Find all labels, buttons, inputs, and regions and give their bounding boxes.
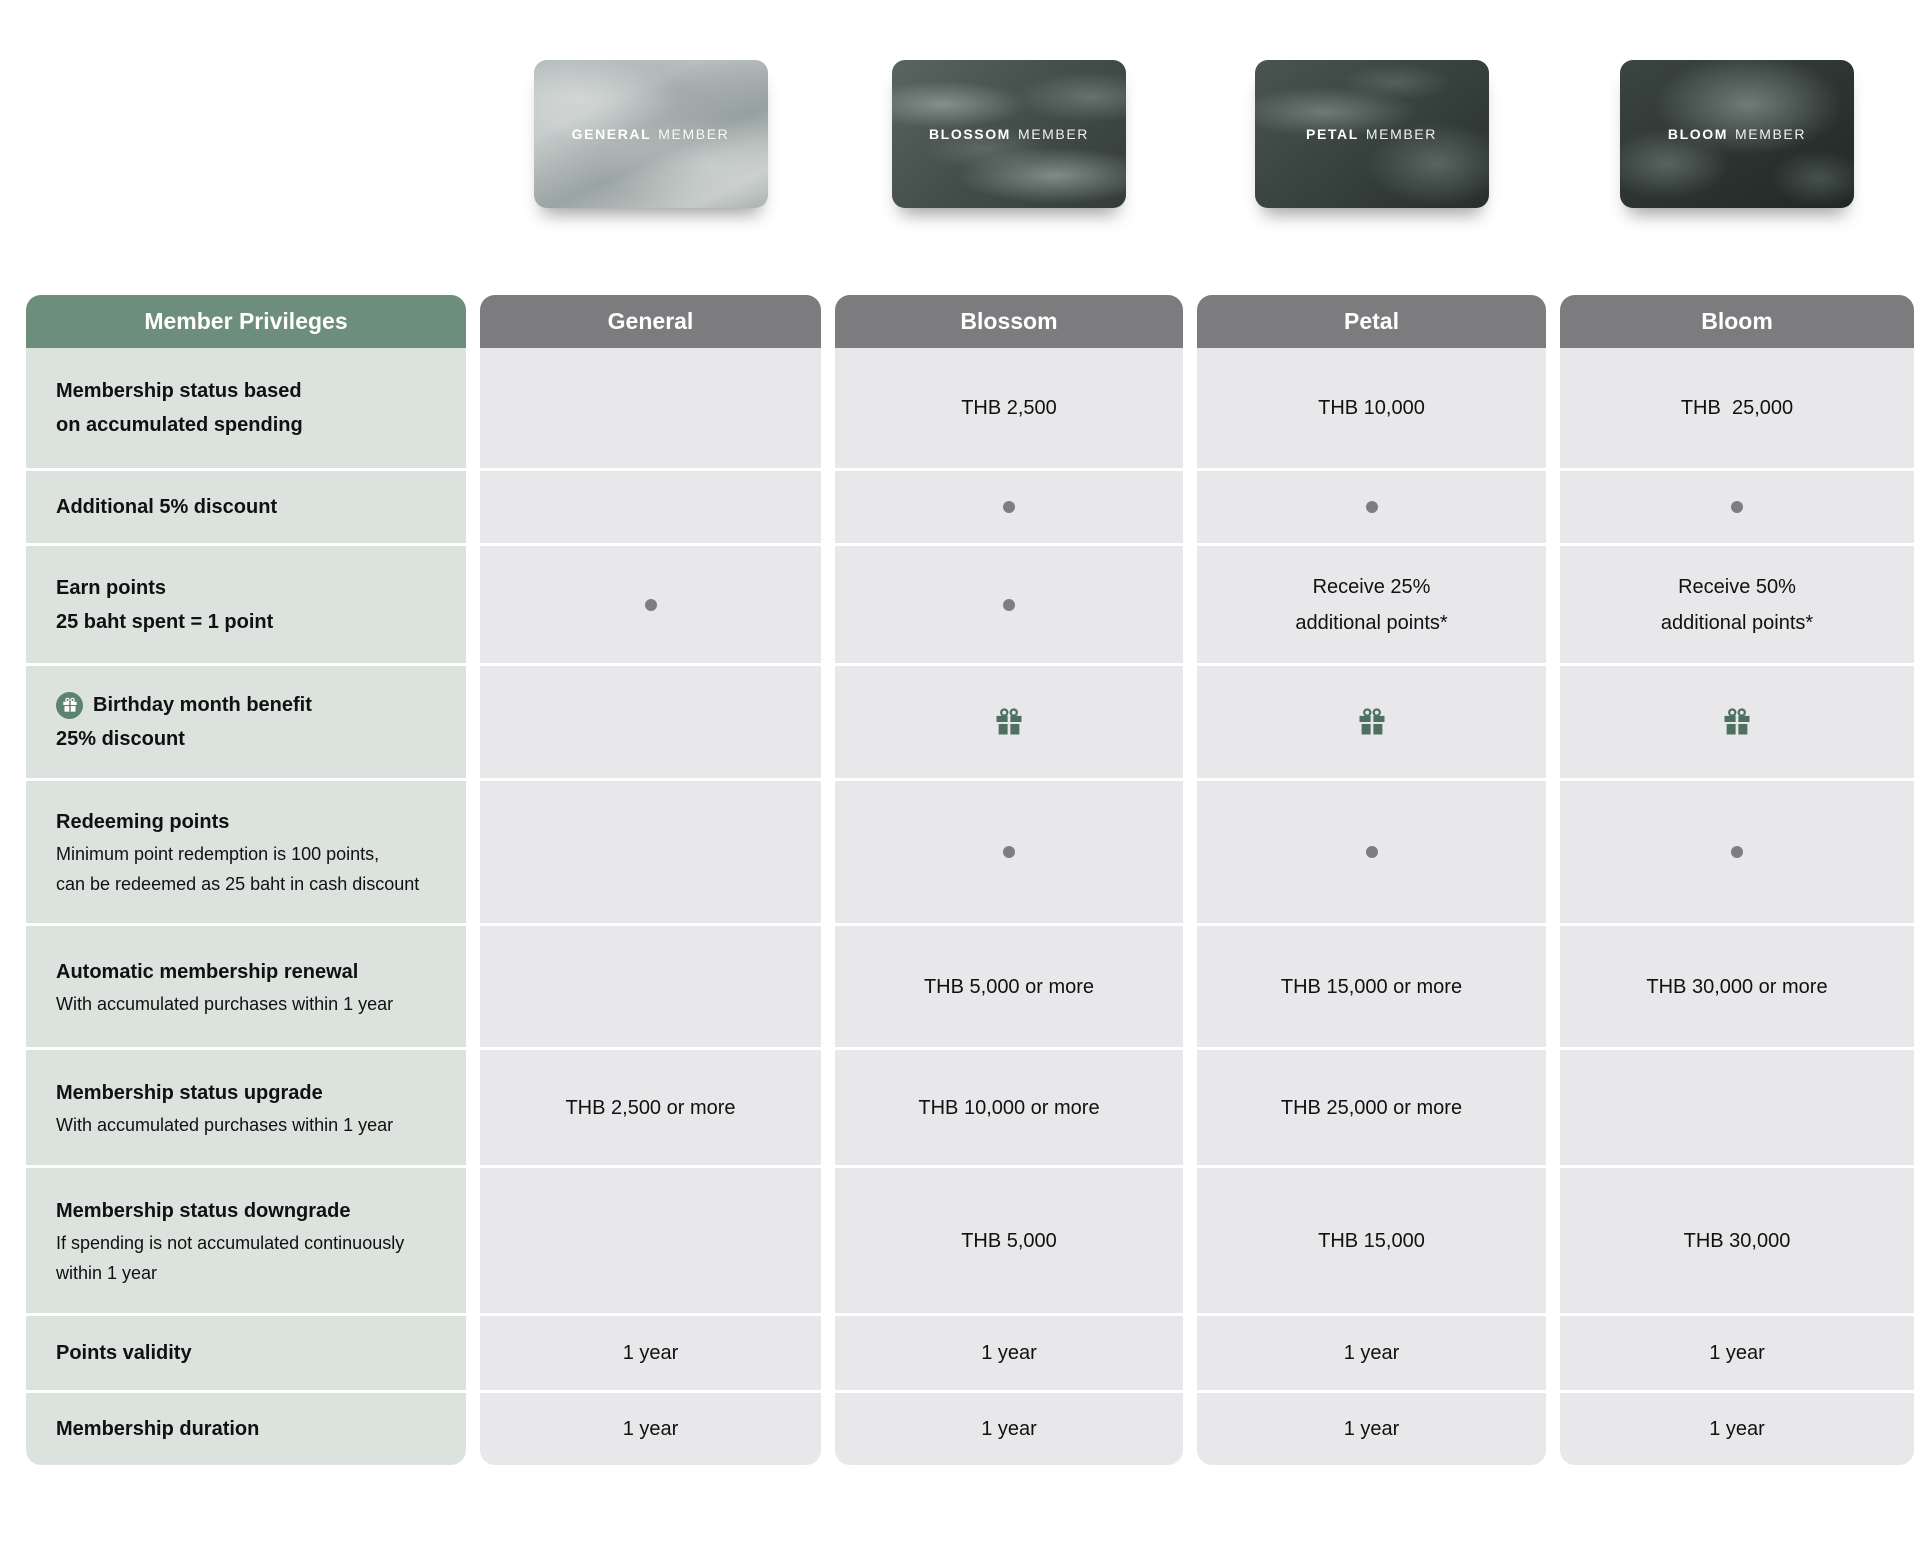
table-cell bbox=[480, 468, 821, 543]
dot-icon bbox=[1003, 599, 1015, 611]
dot-icon bbox=[1003, 501, 1015, 513]
table-cell: Receive 50% additional points* bbox=[1560, 543, 1914, 663]
dot-icon bbox=[1731, 846, 1743, 858]
dot-icon bbox=[645, 599, 657, 611]
privilege-label-redeeming-points: Redeeming points Minimum point redemption is 100 points, can be redeemed as 25 baht in cash discount bbox=[26, 778, 466, 923]
card-label: BLOSSOM MEMBER bbox=[928, 126, 1090, 142]
membership-card-blossom bbox=[892, 60, 1126, 208]
table-cell: THB 10,000 bbox=[1197, 348, 1546, 468]
gift-icon bbox=[1357, 707, 1387, 737]
table-cell: THB 15,000 bbox=[1197, 1165, 1546, 1313]
table-cell bbox=[1197, 468, 1546, 543]
table-cell bbox=[1560, 663, 1914, 778]
table-cell: THB 30,000 or more bbox=[1560, 923, 1914, 1047]
gift-icon bbox=[994, 707, 1024, 737]
table-cell bbox=[835, 468, 1183, 543]
dot-icon bbox=[1366, 846, 1378, 858]
privilege-label-additional-discount: Additional 5% discount bbox=[26, 468, 466, 543]
column-header-bloom: Bloom bbox=[1560, 295, 1914, 348]
table-cell: THB 5,000 bbox=[835, 1165, 1183, 1313]
table-cell: THB 10,000 or more bbox=[835, 1047, 1183, 1165]
table-cell: 1 year bbox=[835, 1390, 1183, 1465]
table-cell bbox=[480, 1165, 821, 1313]
table-cell: THB 2,500 bbox=[835, 348, 1183, 468]
column-blossom bbox=[835, 295, 1183, 1465]
column-privileges bbox=[26, 295, 466, 1465]
privilege-label-status-downgrade: Membership status downgrade If spending is not accumulated continuously within 1 year bbox=[26, 1165, 466, 1313]
table-cell bbox=[835, 543, 1183, 663]
table-cell: THB 25,000 or more bbox=[1197, 1047, 1546, 1165]
table-cell: THB 25,000 bbox=[1560, 348, 1914, 468]
column-header-blossom: Blossom bbox=[835, 295, 1183, 348]
privilege-label-earn-points: Earn points 25 baht spent = 1 point bbox=[26, 543, 466, 663]
table-cell bbox=[480, 778, 821, 923]
column-petal bbox=[1197, 295, 1546, 1465]
gift-icon bbox=[56, 692, 83, 719]
table-cell bbox=[480, 923, 821, 1047]
column-header-petal: Petal bbox=[1197, 295, 1546, 348]
membership-card-petal bbox=[1255, 60, 1489, 208]
table-cell bbox=[835, 778, 1183, 923]
privileges-header: Member Privileges bbox=[26, 295, 466, 348]
table-cell bbox=[480, 663, 821, 778]
privilege-label-status-upgrade: Membership status upgrade With accumulated purchases within 1 year bbox=[26, 1047, 466, 1165]
table-cell bbox=[1560, 1047, 1914, 1165]
privilege-label-points-validity: Points validity bbox=[26, 1313, 466, 1390]
table-cell bbox=[480, 348, 821, 468]
column-header-general: General bbox=[480, 295, 821, 348]
table-cell bbox=[1197, 663, 1546, 778]
table-cell: THB 15,000 or more bbox=[1197, 923, 1546, 1047]
table-cell: THB 5,000 or more bbox=[835, 923, 1183, 1047]
membership-card-general bbox=[534, 60, 768, 208]
table-cell: THB 2,500 or more bbox=[480, 1047, 821, 1165]
table-cell bbox=[480, 543, 821, 663]
table-cell: 1 year bbox=[1197, 1313, 1546, 1390]
card-label: BLOOM MEMBER bbox=[1667, 126, 1807, 142]
privilege-label-membership-duration: Membership duration bbox=[26, 1390, 466, 1465]
gift-icon bbox=[1722, 707, 1752, 737]
dot-icon bbox=[1731, 501, 1743, 513]
privilege-label-birthday-benefit: Birthday month benefit 25% discount bbox=[26, 663, 466, 778]
privilege-label-auto-renewal: Automatic membership renewal With accumulated purchases within 1 year bbox=[26, 923, 466, 1047]
table-cell: 1 year bbox=[1560, 1313, 1914, 1390]
column-general bbox=[480, 295, 821, 1465]
membership-cards-row bbox=[0, 60, 1914, 208]
membership-card-bloom bbox=[1620, 60, 1854, 208]
table-cell: THB 30,000 bbox=[1560, 1165, 1914, 1313]
table-cell bbox=[1560, 778, 1914, 923]
dot-icon bbox=[1366, 501, 1378, 513]
card-label: GENERAL MEMBER bbox=[571, 126, 730, 142]
table-cell bbox=[1197, 778, 1546, 923]
table-cell: 1 year bbox=[480, 1390, 821, 1465]
table-cell: Receive 25% additional points* bbox=[1197, 543, 1546, 663]
table-cell bbox=[835, 663, 1183, 778]
column-bloom bbox=[1560, 295, 1914, 1465]
table-cell: 1 year bbox=[835, 1313, 1183, 1390]
privilege-label-status-spending: Membership status based on accumulated spending bbox=[26, 348, 466, 468]
table-cell: 1 year bbox=[1560, 1390, 1914, 1465]
table-cell: 1 year bbox=[480, 1313, 821, 1390]
member-privileges-table bbox=[0, 295, 1914, 1465]
card-label: PETAL MEMBER bbox=[1306, 126, 1437, 142]
table-cell bbox=[1560, 468, 1914, 543]
dot-icon bbox=[1003, 846, 1015, 858]
table-cell: 1 year bbox=[1197, 1390, 1546, 1465]
